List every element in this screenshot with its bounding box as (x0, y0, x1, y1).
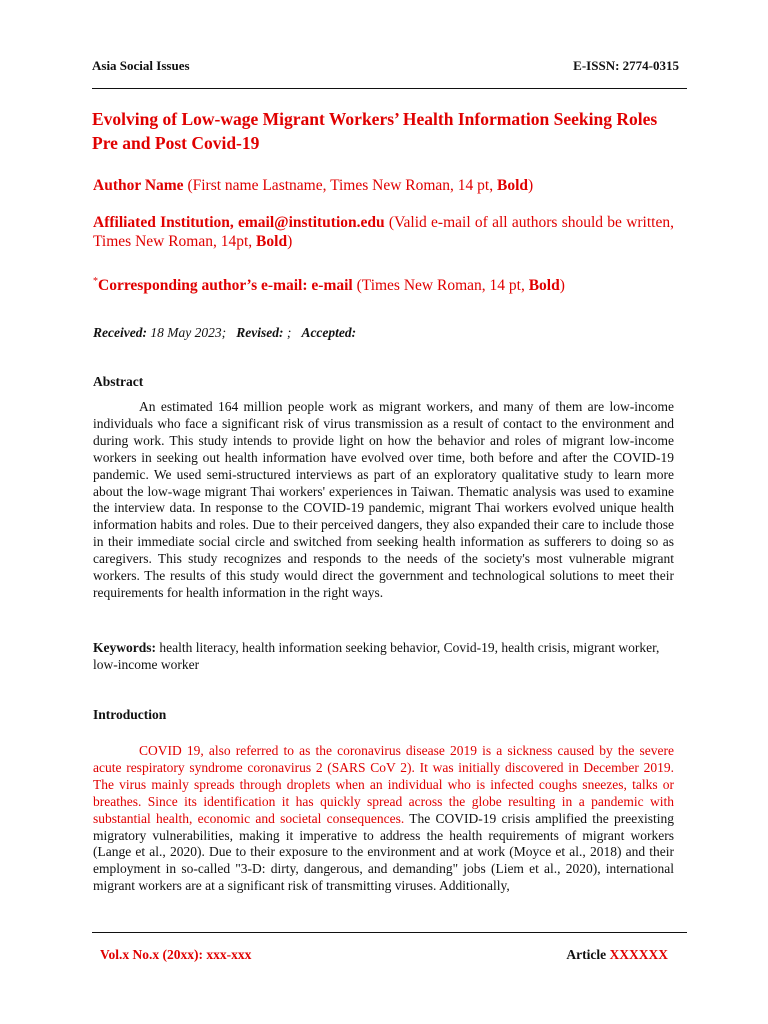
author-line (93, 176, 674, 195)
affiliation-note-bold: Bold (256, 233, 288, 250)
received-label: Received: (93, 325, 147, 340)
abstract-text: An estimated 164 million people work as migrant workers, and many of them are low-income individuals who face a significant risk of virus transmission as a result of contact to the environment and during work. This study intends to provide light on how the behavior and roles of migrant low-income workers in seeking out health information have evolved over time, both before and after the COVID-19 pandemic. We used semi-structured interviews as part of an exploratory qualitative study to learn more about the low-wage migrant Thai workers' experiences in Taiwan. Thematic analysis was used to examine the interview data. In response to the COVID-19 pandemic, migrant Thai workers evolved unique health information habits and roles. Due to their perceived dangers, they also expanded their care to include those in their immediate social circle and switched from seeking health information as sufferers to doing so as caregivers. This study recognizes and responds to the needs of the society's most vulnerable migrant workers. The results of this study would direct the government and technological solutions to meet their requirements for health information in the right ways. (93, 399, 674, 600)
affiliation-note: (Valid e-mail of all authors should be written, Times New Roman, 14pt, (93, 214, 674, 250)
author-note-end: ) (528, 177, 534, 194)
received-value: 18 May 2023; (146, 325, 227, 340)
introduction-body (93, 743, 674, 895)
revised-label: Revised: (236, 325, 284, 340)
abstract-heading: Abstract (93, 374, 144, 389)
corresponding-note-end: ) (559, 277, 565, 295)
keywords-text: health literacy, health information seeking behavior, Covid-19, health crisis, migrant worker, low-income worker (93, 640, 660, 672)
author-note-bold: Bold (496, 177, 528, 194)
issn-label: E-ISSN: 2774-0315 (573, 58, 679, 73)
header-divider (92, 88, 687, 89)
corresponding-note-bold: Bold (528, 277, 560, 295)
keywords (93, 639, 683, 673)
revised-value: ; (283, 325, 292, 340)
volume-info: Vol.x No.x (20xx): xxx-xxx (100, 947, 252, 962)
article-number (566, 947, 668, 963)
keywords-label: Keywords: (93, 640, 156, 655)
affiliation-note-end: ) (287, 233, 293, 250)
footer-divider (92, 932, 687, 933)
corresponding-label: Corresponding author’s e-mail: e-mail (98, 277, 353, 295)
journal-name: Asia Social Issues (92, 58, 190, 73)
article-id: XXXXXX (609, 947, 668, 962)
accepted-label: Accepted: (301, 325, 357, 340)
paper-title: Evolving of Low-wage Migrant Workers’ Health Information Seeking Roles Pre and Post Covid-19 (92, 109, 658, 153)
abstract-body (93, 399, 674, 602)
affiliation-line (93, 213, 674, 251)
introduction-heading: Introduction (93, 707, 167, 722)
author-note: (First name Lastname, Times New Roman, 14 pt, (183, 177, 497, 194)
affiliation-label: Affiliated Institution, email@institution.edu (93, 214, 385, 231)
article-label: Article (566, 947, 610, 962)
submission-dates (93, 325, 356, 341)
corresponding-mark: * (93, 276, 98, 287)
introduction-highlighted-text: COVID 19, also referred to as the coronavirus disease 2019 is a sickness caused by the severe acute respiratory syndrome coronavirus 2 (SARS CoV 2). It was initially discovered in December 2019. The virus mainly spreads through droplets when an individual who is infected coughs sneezes, talks or breathes. Since its identification it has quickly spread across the globe resulting in a pandemic with substantial health, economic and societal consequences. (93, 743, 674, 826)
corresponding-note: (Times New Roman, 14 pt, (352, 277, 529, 295)
corresponding-line (93, 272, 674, 295)
author-label: Author Name (93, 177, 184, 194)
introduction-text: The COVID-19 crisis amplified the preexisting migratory vulnerabilities, making it imperative to address the health requirements of migrant workers (Lange et al., 2020). Due to their exposure to the environment and at work (Moyce et al., 2018) and their employment in so-called "3-D: dirty, dangerous, and demanding" jobs (Liem et al., 2020), international migrant workers are at a significant risk of transmitting viruses. Additionally, (93, 810, 674, 894)
